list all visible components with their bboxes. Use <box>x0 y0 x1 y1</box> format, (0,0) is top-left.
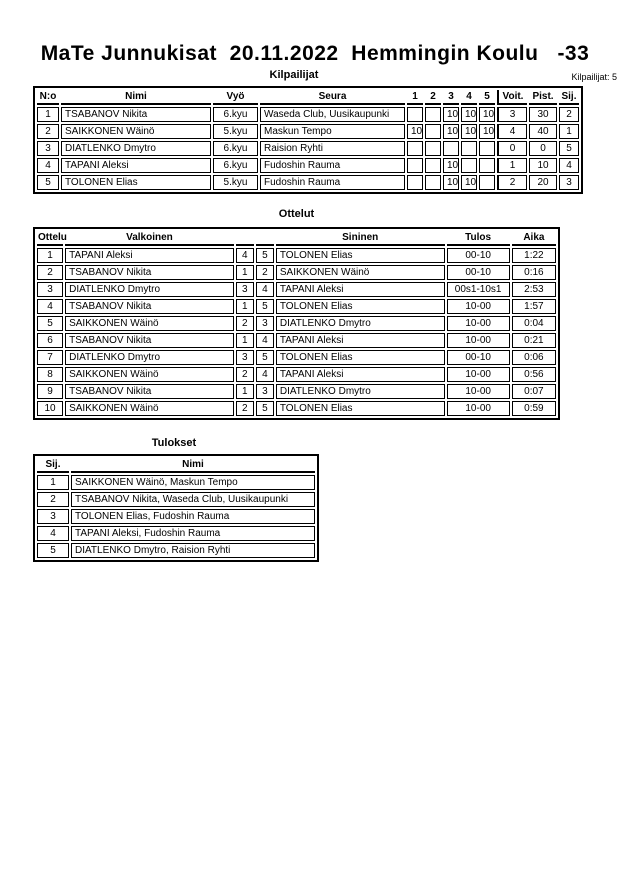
col-header-white-number <box>236 231 254 246</box>
match-number-cell: 8 <box>37 367 63 382</box>
result-row <box>37 543 315 558</box>
col-header-place: Sij. <box>559 90 579 105</box>
round4-score-cell: 10 <box>461 175 477 190</box>
blue-seed-cell: 5 <box>256 299 274 314</box>
place-cell: 1 <box>559 124 579 139</box>
matches-heading: Ottelut <box>278 208 315 220</box>
round2-score-cell <box>425 141 441 156</box>
match-row <box>37 316 556 331</box>
competitor-belt-cell: 6.kyu <box>213 158 258 173</box>
col-header-round2: 2 <box>425 90 441 105</box>
competitor-row <box>37 141 579 156</box>
match-number-cell: 6 <box>37 333 63 348</box>
col-header-round5: 5 <box>479 90 495 105</box>
competitor-name-cell: DIATLENKO Dmytro <box>61 141 211 156</box>
match-result-cell: 10-00 <box>447 384 510 399</box>
match-time-cell: 0:04 <box>512 316 556 331</box>
competitor-name-cell: SAIKKONEN Wäinö <box>61 124 211 139</box>
competitor-name-cell: TOLONEN Elias <box>61 175 211 190</box>
match-result-cell: 10-00 <box>447 316 510 331</box>
white-seed-cell: 4 <box>236 248 254 263</box>
competitor-number-cell: 3 <box>37 141 59 156</box>
blue-player-cell: DIATLENKO Dmytro <box>276 384 445 399</box>
round3-score-cell: 10 <box>443 124 459 139</box>
match-number-cell: 9 <box>37 384 63 399</box>
white-seed-cell: 2 <box>236 316 254 331</box>
place-cell: 3 <box>559 175 579 190</box>
points-cell: 0 <box>529 141 557 156</box>
results-heading: Tulokset <box>151 437 197 449</box>
white-player-cell: SAIKKONEN Wäinö <box>65 367 234 382</box>
blue-player-cell: TAPANI Aleksi <box>276 282 445 297</box>
subheader-row <box>0 69 630 86</box>
round5-score-cell <box>479 158 495 173</box>
match-number-cell: 3 <box>37 282 63 297</box>
blue-player-cell: SAIKKONEN Wäinö <box>276 265 445 280</box>
blue-player-cell: TOLONEN Elias <box>276 401 445 416</box>
match-result-cell: 00-10 <box>447 265 510 280</box>
match-time-cell: 0:07 <box>512 384 556 399</box>
col-header-time: Aika <box>512 231 556 246</box>
blue-player-cell: TOLONEN Elias <box>276 299 445 314</box>
col-header-round1: 1 <box>407 90 423 105</box>
round4-score-cell: 10 <box>461 124 477 139</box>
place-cell: 2 <box>559 107 579 122</box>
final-place-cell: 1 <box>37 475 69 490</box>
round5-score-cell <box>479 141 495 156</box>
white-player-cell: TSABANOV Nikita <box>65 299 234 314</box>
competitor-club-cell: Raision Ryhti <box>260 141 405 156</box>
blue-seed-cell: 3 <box>256 384 274 399</box>
final-place-cell: 4 <box>37 526 69 541</box>
final-place-cell: 5 <box>37 543 69 558</box>
round5-score-cell <box>479 175 495 190</box>
white-player-cell: TSABANOV Nikita <box>65 265 234 280</box>
competitor-row <box>37 175 579 190</box>
white-player-cell: SAIKKONEN Wäinö <box>65 401 234 416</box>
match-row <box>37 350 556 365</box>
match-result-cell: 10-00 <box>447 333 510 348</box>
final-name-cell: DIATLENKO Dmytro, Raision Ryhti <box>71 543 315 558</box>
white-seed-cell: 1 <box>236 333 254 348</box>
place-cell: 4 <box>559 158 579 173</box>
col-header-final-name: Nimi <box>71 458 315 473</box>
col-header-white: Valkoinen <box>65 231 234 246</box>
round1-score-cell <box>407 107 423 122</box>
match-time-cell: 2:53 <box>512 282 556 297</box>
matches-header-row <box>37 231 556 246</box>
col-header-points: Pist. <box>529 90 557 105</box>
blue-seed-cell: 5 <box>256 350 274 365</box>
competitor-row <box>37 107 579 122</box>
col-header-result: Tulos <box>447 231 510 246</box>
round2-score-cell <box>425 158 441 173</box>
white-seed-cell: 2 <box>236 401 254 416</box>
blue-seed-cell: 2 <box>256 265 274 280</box>
match-number-cell: 2 <box>37 265 63 280</box>
match-number-cell: 5 <box>37 316 63 331</box>
white-player-cell: SAIKKONEN Wäinö <box>65 316 234 331</box>
col-header-final-place: Sij. <box>37 458 69 473</box>
final-name-cell: TAPANI Aleksi, Fudoshin Rauma <box>71 526 315 541</box>
match-result-cell: 00-10 <box>447 248 510 263</box>
match-number-cell: 7 <box>37 350 63 365</box>
competitor-belt-cell: 6.kyu <box>213 107 258 122</box>
match-number-cell: 4 <box>37 299 63 314</box>
result-row <box>37 492 315 507</box>
round2-score-cell <box>425 175 441 190</box>
wins-cell: 0 <box>497 141 527 156</box>
competitor-name-cell: TAPANI Aleksi <box>61 158 211 173</box>
wins-cell: 2 <box>497 175 527 190</box>
competitor-number-cell: 5 <box>37 175 59 190</box>
white-player-cell: TSABANOV Nikita <box>65 333 234 348</box>
col-header-no: N:o <box>37 90 59 105</box>
final-place-cell: 2 <box>37 492 69 507</box>
match-row <box>37 282 556 297</box>
match-row <box>37 401 556 416</box>
match-time-cell: 1:57 <box>512 299 556 314</box>
match-row <box>37 299 556 314</box>
wins-cell: 3 <box>497 107 527 122</box>
round4-score-cell <box>461 141 477 156</box>
white-player-cell: TAPANI Aleksi <box>65 248 234 263</box>
competitor-number-cell: 2 <box>37 124 59 139</box>
points-cell: 30 <box>529 107 557 122</box>
points-cell: 40 <box>529 124 557 139</box>
round5-score-cell: 10 <box>479 107 495 122</box>
result-row <box>37 509 315 524</box>
match-time-cell: 0:06 <box>512 350 556 365</box>
result-row <box>37 475 315 490</box>
competitor-number-cell: 4 <box>37 158 59 173</box>
col-header-round3: 3 <box>443 90 459 105</box>
match-row <box>37 265 556 280</box>
competitor-number-cell: 1 <box>37 107 59 122</box>
round3-score-cell: 10 <box>443 107 459 122</box>
competitors-table <box>33 86 583 194</box>
blue-seed-cell: 5 <box>256 401 274 416</box>
wins-cell: 4 <box>497 124 527 139</box>
blue-seed-cell: 4 <box>256 333 274 348</box>
blue-player-cell: TAPANI Aleksi <box>276 333 445 348</box>
competitor-club-cell: Fudoshin Rauma <box>260 158 405 173</box>
results-header-row <box>37 458 315 473</box>
white-seed-cell: 2 <box>236 367 254 382</box>
blue-player-cell: TOLONEN Elias <box>276 248 445 263</box>
round3-score-cell <box>443 141 459 156</box>
white-player-cell: DIATLENKO Dmytro <box>65 282 234 297</box>
competitor-belt-cell: 5.kyu <box>213 124 258 139</box>
round1-score-cell: 10 <box>407 124 423 139</box>
match-result-cell: 10-00 <box>447 401 510 416</box>
white-player-cell: TSABANOV Nikita <box>65 384 234 399</box>
col-header-blue-number <box>256 231 274 246</box>
white-player-cell: DIATLENKO Dmytro <box>65 350 234 365</box>
match-result-cell: 10-00 <box>447 299 510 314</box>
competitor-club-cell: Maskun Tempo <box>260 124 405 139</box>
col-header-blue: Sininen <box>276 231 445 246</box>
blue-player-cell: TAPANI Aleksi <box>276 367 445 382</box>
competitor-belt-cell: 6.kyu <box>213 141 258 156</box>
round2-score-cell <box>425 107 441 122</box>
match-number-cell: 10 <box>37 401 63 416</box>
white-seed-cell: 1 <box>236 299 254 314</box>
competitor-club-cell: Fudoshin Rauma <box>260 175 405 190</box>
match-result-cell: 00s1-10s1 <box>447 282 510 297</box>
col-header-match: Ottelu <box>37 231 63 246</box>
competitors-count-label: Kilpailijat: 5 <box>571 72 617 82</box>
round1-score-cell <box>407 141 423 156</box>
match-result-cell: 10-00 <box>447 367 510 382</box>
match-time-cell: 0:59 <box>512 401 556 416</box>
place-cell: 5 <box>559 141 579 156</box>
points-cell: 20 <box>529 175 557 190</box>
round5-score-cell: 10 <box>479 124 495 139</box>
match-time-cell: 0:21 <box>512 333 556 348</box>
round3-score-cell: 10 <box>443 158 459 173</box>
competitors-heading: Kilpailijat <box>269 69 319 81</box>
results-table <box>33 454 319 562</box>
match-row <box>37 384 556 399</box>
round1-score-cell <box>407 158 423 173</box>
blue-seed-cell: 5 <box>256 248 274 263</box>
match-result-cell: 00-10 <box>447 350 510 365</box>
white-seed-cell: 1 <box>236 265 254 280</box>
round2-score-cell <box>425 124 441 139</box>
matches-table <box>33 227 560 420</box>
white-seed-cell: 3 <box>236 350 254 365</box>
white-seed-cell: 1 <box>236 384 254 399</box>
blue-seed-cell: 4 <box>256 282 274 297</box>
blue-seed-cell: 3 <box>256 316 274 331</box>
result-row <box>37 526 315 541</box>
final-name-cell: TOLONEN Elias, Fudoshin Rauma <box>71 509 315 524</box>
competitors-header-row <box>37 90 579 105</box>
col-header-club: Seura <box>260 90 405 105</box>
competitor-name-cell: TSABANOV Nikita <box>61 107 211 122</box>
match-time-cell: 0:16 <box>512 265 556 280</box>
final-place-cell: 3 <box>37 509 69 524</box>
match-time-cell: 0:56 <box>512 367 556 382</box>
match-row <box>37 367 556 382</box>
round4-score-cell: 10 <box>461 107 477 122</box>
competitor-row <box>37 124 579 139</box>
final-name-cell: TSABANOV Nikita, Waseda Club, Uusikaupunki <box>71 492 315 507</box>
competitor-belt-cell: 5.kyu <box>213 175 258 190</box>
competitor-row <box>37 158 579 173</box>
final-name-cell: SAIKKONEN Wäinö, Maskun Tempo <box>71 475 315 490</box>
col-header-wins: Voit. <box>497 90 527 105</box>
round1-score-cell <box>407 175 423 190</box>
competitor-club-cell: Waseda Club, Uusikaupunki <box>260 107 405 122</box>
col-header-name: Nimi <box>61 90 211 105</box>
page-title: MaTe Junnukisat 20.11.2022 Hemmingin Koulu -33 <box>40 42 590 65</box>
match-row <box>37 333 556 348</box>
wins-cell: 1 <box>497 158 527 173</box>
points-cell: 10 <box>529 158 557 173</box>
match-time-cell: 1:22 <box>512 248 556 263</box>
col-header-round4: 4 <box>461 90 477 105</box>
white-seed-cell: 3 <box>236 282 254 297</box>
col-header-belt: Vyö <box>213 90 258 105</box>
blue-player-cell: DIATLENKO Dmytro <box>276 316 445 331</box>
round4-score-cell <box>461 158 477 173</box>
match-row <box>37 248 556 263</box>
blue-seed-cell: 4 <box>256 367 274 382</box>
match-number-cell: 1 <box>37 248 63 263</box>
blue-player-cell: TOLONEN Elias <box>276 350 445 365</box>
round3-score-cell: 10 <box>443 175 459 190</box>
